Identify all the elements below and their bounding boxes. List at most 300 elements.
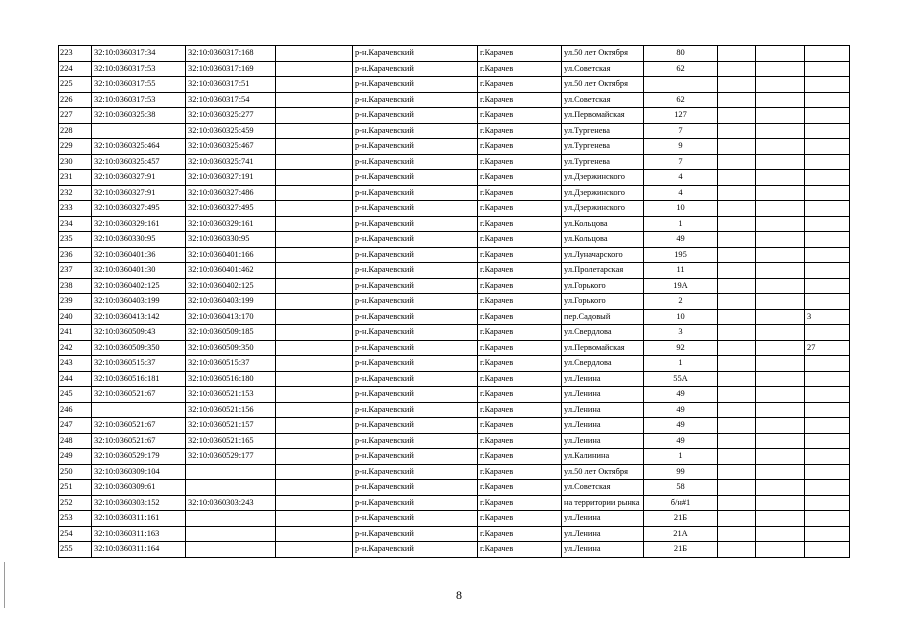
cell-cadastral-number-land: 32:10:0360303:152 [92, 495, 186, 511]
cell-cadastral-number-building: 32:10:0360325:741 [186, 154, 276, 170]
cell-house-number: 7 [644, 154, 718, 170]
cell-cadastral-number-land: 32:10:0360317:53 [92, 61, 186, 77]
cell-extra-column-1 [718, 294, 756, 310]
cell-extra-column-1 [718, 123, 756, 139]
cell-cadastral-number-building: 32:10:0360325:459 [186, 123, 276, 139]
cell-district: р-н.Карачевский [353, 464, 478, 480]
cell-extra-column-1 [718, 526, 756, 542]
cell-extra-column-2 [756, 495, 805, 511]
table-row [59, 480, 850, 496]
cell-city: г.Карачев [478, 433, 562, 449]
registry-table [58, 45, 850, 558]
cell-district: р-н.Карачевский [353, 185, 478, 201]
cell-house-number: 1 [644, 356, 718, 372]
cell-row-number: 243 [59, 356, 92, 372]
cell-house-number: 62 [644, 92, 718, 108]
cell-cadastral-number-building: 32:10:0360317:54 [186, 92, 276, 108]
cell-district: р-н.Карачевский [353, 480, 478, 496]
cell-cadastral-number-land [92, 402, 186, 418]
cell-cadastral-number-land: 32:10:0360401:36 [92, 247, 186, 263]
cell-extra-column-1 [718, 325, 756, 341]
cell-house-number: 4 [644, 185, 718, 201]
cell-city: г.Карачев [478, 139, 562, 155]
cell-city: г.Карачев [478, 294, 562, 310]
cell-extra-column-1 [718, 185, 756, 201]
cell-row-number: 255 [59, 542, 92, 558]
cell-cadastral-number-land: 32:10:0360327:91 [92, 170, 186, 186]
cell-extra-column-1 [718, 278, 756, 294]
table-row [59, 92, 850, 108]
cell-district: р-н.Карачевский [353, 511, 478, 527]
cell-empty-column [276, 418, 353, 434]
table-row [59, 464, 850, 480]
cell-district: р-н.Карачевский [353, 309, 478, 325]
cell-extra-column-1 [718, 170, 756, 186]
cell-extra-column-3 [805, 480, 850, 496]
cell-row-number: 238 [59, 278, 92, 294]
cell-street: ул.Тургенева [562, 154, 644, 170]
cell-city: г.Карачев [478, 402, 562, 418]
table-row [59, 356, 850, 372]
cell-empty-column [276, 309, 353, 325]
cell-extra-column-2 [756, 232, 805, 248]
cell-street: ул.Первомайская [562, 108, 644, 124]
cell-empty-column [276, 433, 353, 449]
cell-cadastral-number-building: 32:10:0360317:169 [186, 61, 276, 77]
cell-row-number: 234 [59, 216, 92, 232]
cell-cadastral-number-land: 32:10:0360325:38 [92, 108, 186, 124]
cell-extra-column-2 [756, 278, 805, 294]
cell-cadastral-number-building: 32:10:0360325:277 [186, 108, 276, 124]
cell-cadastral-number-land: 32:10:0360309:61 [92, 480, 186, 496]
cell-street: ул.Первомайская [562, 340, 644, 356]
cell-street: ул.50 лет Октября [562, 77, 644, 93]
cell-extra-column-2 [756, 92, 805, 108]
cell-street: ул.Ленина [562, 402, 644, 418]
cell-district: р-н.Карачевский [353, 92, 478, 108]
cell-district: р-н.Карачевский [353, 216, 478, 232]
cell-cadastral-number-land: 32:10:0360402:125 [92, 278, 186, 294]
cell-extra-column-3 [805, 325, 850, 341]
cell-house-number: 62 [644, 61, 718, 77]
cell-cadastral-number-building: 32:10:0360509:350 [186, 340, 276, 356]
table-row [59, 216, 850, 232]
cell-cadastral-number-building: 32:10:0360401:166 [186, 247, 276, 263]
cell-house-number: 2 [644, 294, 718, 310]
cell-cadastral-number-land: 32:10:0360325:457 [92, 154, 186, 170]
cell-house-number: 21Б [644, 511, 718, 527]
cell-house-number: 1 [644, 216, 718, 232]
cell-row-number: 250 [59, 464, 92, 480]
cell-street: ул.Тургенева [562, 123, 644, 139]
cell-extra-column-2 [756, 387, 805, 403]
cell-street: ул.Калинина [562, 449, 644, 465]
cell-row-number: 226 [59, 92, 92, 108]
cell-cadastral-number-building: 32:10:0360521:165 [186, 433, 276, 449]
cell-extra-column-2 [756, 185, 805, 201]
cell-street: ул.50 лет Октября [562, 464, 644, 480]
cell-empty-column [276, 480, 353, 496]
table-row [59, 232, 850, 248]
cell-empty-column [276, 154, 353, 170]
cell-extra-column-1 [718, 480, 756, 496]
cell-extra-column-2 [756, 464, 805, 480]
cell-extra-column-3 [805, 247, 850, 263]
cell-city: г.Карачев [478, 77, 562, 93]
cell-row-number: 231 [59, 170, 92, 186]
cell-house-number: 21А [644, 526, 718, 542]
cell-district: р-н.Карачевский [353, 418, 478, 434]
cell-row-number: 249 [59, 449, 92, 465]
cell-house-number: б/н#1 [644, 495, 718, 511]
cell-extra-column-3 [805, 46, 850, 62]
cell-city: г.Карачев [478, 356, 562, 372]
cell-extra-column-3 [805, 92, 850, 108]
cell-empty-column [276, 387, 353, 403]
cell-extra-column-1 [718, 371, 756, 387]
cell-empty-column [276, 325, 353, 341]
table-row [59, 139, 850, 155]
cell-extra-column-2 [756, 309, 805, 325]
cell-house-number [644, 77, 718, 93]
cell-row-number: 253 [59, 511, 92, 527]
cell-extra-column-1 [718, 263, 756, 279]
cell-extra-column-2 [756, 402, 805, 418]
cell-cadastral-number-building: 32:10:0360325:467 [186, 139, 276, 155]
cell-extra-column-3 [805, 216, 850, 232]
cell-city: г.Карачев [478, 542, 562, 558]
cell-district: р-н.Карачевский [353, 449, 478, 465]
cell-row-number: 237 [59, 263, 92, 279]
cell-cadastral-number-building: 32:10:0360317:168 [186, 46, 276, 62]
cell-district: р-н.Карачевский [353, 402, 478, 418]
cell-house-number: 195 [644, 247, 718, 263]
cell-extra-column-1 [718, 309, 756, 325]
cell-cadastral-number-land: 32:10:0360317:34 [92, 46, 186, 62]
cell-cadastral-number-land: 32:10:0360515:37 [92, 356, 186, 372]
cell-extra-column-2 [756, 526, 805, 542]
cell-cadastral-number-building: 32:10:0360327:191 [186, 170, 276, 186]
cell-empty-column [276, 371, 353, 387]
cell-extra-column-1 [718, 46, 756, 62]
cell-row-number: 232 [59, 185, 92, 201]
cell-row-number: 245 [59, 387, 92, 403]
cell-cadastral-number-building [186, 511, 276, 527]
table-row [59, 46, 850, 62]
cell-street: ул.Советская [562, 61, 644, 77]
cell-house-number: 3 [644, 325, 718, 341]
cell-empty-column [276, 464, 353, 480]
cell-extra-column-3 [805, 356, 850, 372]
cell-district: р-н.Карачевский [353, 108, 478, 124]
cell-cadastral-number-building: 32:10:0360509:185 [186, 325, 276, 341]
cell-cadastral-number-land: 32:10:0360521:67 [92, 433, 186, 449]
cell-empty-column [276, 185, 353, 201]
cell-street: ул.Советская [562, 92, 644, 108]
cell-extra-column-1 [718, 433, 756, 449]
cell-extra-column-2 [756, 61, 805, 77]
cell-extra-column-2 [756, 154, 805, 170]
cell-city: г.Карачев [478, 108, 562, 124]
cell-cadastral-number-land: 32:10:0360529:179 [92, 449, 186, 465]
cell-city: г.Карачев [478, 340, 562, 356]
cell-cadastral-number-building [186, 480, 276, 496]
cell-house-number: 7 [644, 123, 718, 139]
cell-extra-column-3 [805, 170, 850, 186]
cell-house-number: 80 [644, 46, 718, 62]
cell-extra-column-2 [756, 418, 805, 434]
table-row [59, 263, 850, 279]
cell-district: р-н.Карачевский [353, 294, 478, 310]
cell-cadastral-number-building [186, 464, 276, 480]
cell-district: р-н.Карачевский [353, 247, 478, 263]
cell-house-number: 99 [644, 464, 718, 480]
cell-row-number: 242 [59, 340, 92, 356]
cell-city: г.Карачев [478, 216, 562, 232]
cell-empty-column [276, 511, 353, 527]
table-row [59, 449, 850, 465]
cell-city: г.Карачев [478, 154, 562, 170]
registry-table-body [59, 46, 850, 558]
cell-empty-column [276, 170, 353, 186]
cell-cadastral-number-building: 32:10:0360516:180 [186, 371, 276, 387]
cell-row-number: 248 [59, 433, 92, 449]
cell-street: ул.Пролетарская [562, 263, 644, 279]
table-row [59, 247, 850, 263]
cell-cadastral-number-land: 32:10:0360311:164 [92, 542, 186, 558]
cell-city: г.Карачев [478, 526, 562, 542]
cell-cadastral-number-building: 32:10:0360413:170 [186, 309, 276, 325]
cell-row-number: 230 [59, 154, 92, 170]
cell-row-number: 241 [59, 325, 92, 341]
cell-extra-column-1 [718, 464, 756, 480]
cell-street: ул.Ленина [562, 418, 644, 434]
cell-street: ул.Советская [562, 480, 644, 496]
table-row [59, 201, 850, 217]
cell-city: г.Карачев [478, 387, 562, 403]
cell-extra-column-2 [756, 123, 805, 139]
cell-empty-column [276, 278, 353, 294]
cell-street: ул.Горького [562, 278, 644, 294]
table-row [59, 511, 850, 527]
cell-cadastral-number-building: 32:10:0360303:243 [186, 495, 276, 511]
cell-empty-column [276, 46, 353, 62]
cell-extra-column-2 [756, 542, 805, 558]
cell-row-number: 247 [59, 418, 92, 434]
cell-extra-column-3 [805, 61, 850, 77]
cell-city: г.Карачев [478, 92, 562, 108]
table-row [59, 340, 850, 356]
cell-district: р-н.Карачевский [353, 356, 478, 372]
cell-extra-column-1 [718, 108, 756, 124]
cell-extra-column-2 [756, 449, 805, 465]
cell-cadastral-number-building: 32:10:0360401:462 [186, 263, 276, 279]
cell-extra-column-3 [805, 232, 850, 248]
cell-extra-column-1 [718, 449, 756, 465]
cell-cadastral-number-land: 32:10:0360521:67 [92, 418, 186, 434]
cell-extra-column-3 [805, 402, 850, 418]
cell-house-number: 58 [644, 480, 718, 496]
cell-city: г.Карачев [478, 185, 562, 201]
cell-cadastral-number-land: 32:10:0360329:161 [92, 216, 186, 232]
cell-cadastral-number-land: 32:10:0360516:181 [92, 371, 186, 387]
cell-house-number: 1 [644, 449, 718, 465]
cell-extra-column-3 [805, 108, 850, 124]
cell-extra-column-3 [805, 418, 850, 434]
cell-extra-column-3 [805, 542, 850, 558]
scan-edge-mark [4, 562, 5, 608]
cell-district: р-н.Карачевский [353, 201, 478, 217]
cell-district: р-н.Карачевский [353, 340, 478, 356]
table-row [59, 542, 850, 558]
cell-row-number: 224 [59, 61, 92, 77]
cell-cadastral-number-building: 32:10:0360521:153 [186, 387, 276, 403]
cell-extra-column-3 [805, 449, 850, 465]
cell-empty-column [276, 294, 353, 310]
cell-street: ул.Ленина [562, 542, 644, 558]
cell-cadastral-number-land: 32:10:0360327:495 [92, 201, 186, 217]
cell-extra-column-1 [718, 387, 756, 403]
cell-district: р-н.Карачевский [353, 495, 478, 511]
cell-extra-column-3 [805, 511, 850, 527]
table-row [59, 294, 850, 310]
cell-street: ул.Дзержинского [562, 201, 644, 217]
cell-house-number: 49 [644, 402, 718, 418]
cell-city: г.Карачев [478, 418, 562, 434]
page-number: 8 [456, 588, 462, 602]
cell-extra-column-1 [718, 154, 756, 170]
cell-row-number: 244 [59, 371, 92, 387]
cell-empty-column [276, 123, 353, 139]
cell-extra-column-2 [756, 325, 805, 341]
cell-cadastral-number-land: 32:10:0360509:350 [92, 340, 186, 356]
cell-street: на территории рынка [562, 495, 644, 511]
cell-city: г.Карачев [478, 61, 562, 77]
cell-extra-column-3 [805, 201, 850, 217]
table-row [59, 387, 850, 403]
cell-city: г.Карачев [478, 464, 562, 480]
cell-district: р-н.Карачевский [353, 263, 478, 279]
table-row [59, 170, 850, 186]
cell-extra-column-3 [805, 371, 850, 387]
cell-cadastral-number-land: 32:10:0360413:142 [92, 309, 186, 325]
cell-house-number: 49 [644, 418, 718, 434]
cell-city: г.Карачев [478, 309, 562, 325]
cell-cadastral-number-land: 32:10:0360401:30 [92, 263, 186, 279]
cell-row-number: 236 [59, 247, 92, 263]
cell-row-number: 229 [59, 139, 92, 155]
cell-extra-column-2 [756, 480, 805, 496]
cell-extra-column-3 [805, 123, 850, 139]
cell-extra-column-1 [718, 356, 756, 372]
cell-empty-column [276, 495, 353, 511]
cell-city: г.Карачев [478, 325, 562, 341]
cell-extra-column-1 [718, 216, 756, 232]
cell-cadastral-number-land: 32:10:0360521:67 [92, 387, 186, 403]
cell-city: г.Карачев [478, 263, 562, 279]
cell-empty-column [276, 542, 353, 558]
cell-cadastral-number-building: 32:10:0360402:125 [186, 278, 276, 294]
cell-street: ул.Свердлова [562, 325, 644, 341]
cell-city: г.Карачев [478, 278, 562, 294]
table-row [59, 371, 850, 387]
cell-extra-column-3 [805, 464, 850, 480]
table-row [59, 433, 850, 449]
cell-city: г.Карачев [478, 495, 562, 511]
cell-cadastral-number-building: 32:10:0360330:95 [186, 232, 276, 248]
cell-row-number: 233 [59, 201, 92, 217]
cell-extra-column-1 [718, 247, 756, 263]
table-row [59, 61, 850, 77]
table-row [59, 526, 850, 542]
cell-empty-column [276, 340, 353, 356]
cell-empty-column [276, 61, 353, 77]
cell-row-number: 240 [59, 309, 92, 325]
cell-cadastral-number-building [186, 526, 276, 542]
cell-extra-column-1 [718, 92, 756, 108]
cell-street: ул.Дзержинского [562, 185, 644, 201]
cell-empty-column [276, 449, 353, 465]
cell-extra-column-3 [805, 263, 850, 279]
cell-empty-column [276, 139, 353, 155]
cell-extra-column-2 [756, 433, 805, 449]
cell-row-number: 235 [59, 232, 92, 248]
cell-empty-column [276, 402, 353, 418]
cell-district: р-н.Карачевский [353, 387, 478, 403]
cell-extra-column-2 [756, 371, 805, 387]
cell-district: р-н.Карачевский [353, 46, 478, 62]
cell-extra-column-2 [756, 294, 805, 310]
cell-extra-column-2 [756, 356, 805, 372]
cell-cadastral-number-building: 32:10:0360521:156 [186, 402, 276, 418]
cell-empty-column [276, 356, 353, 372]
cell-house-number: 92 [644, 340, 718, 356]
cell-cadastral-number-building: 32:10:0360327:495 [186, 201, 276, 217]
cell-extra-column-3 [805, 526, 850, 542]
cell-extra-column-2 [756, 139, 805, 155]
cell-cadastral-number-building: 32:10:0360329:161 [186, 216, 276, 232]
cell-extra-column-2 [756, 511, 805, 527]
cell-district: р-н.Карачевский [353, 61, 478, 77]
cell-row-number: 228 [59, 123, 92, 139]
cell-extra-column-3 [805, 433, 850, 449]
cell-extra-column-1 [718, 340, 756, 356]
cell-empty-column [276, 232, 353, 248]
cell-house-number: 55А [644, 371, 718, 387]
cell-city: г.Карачев [478, 46, 562, 62]
table-row [59, 325, 850, 341]
cell-extra-column-1 [718, 511, 756, 527]
cell-district: р-н.Карачевский [353, 325, 478, 341]
cell-city: г.Карачев [478, 201, 562, 217]
cell-street: ул.Луначарского [562, 247, 644, 263]
cell-cadastral-number-building [186, 542, 276, 558]
table-row [59, 123, 850, 139]
cell-extra-column-2 [756, 247, 805, 263]
cell-extra-column-1 [718, 495, 756, 511]
cell-extra-column-2 [756, 46, 805, 62]
cell-cadastral-number-land: 32:10:0360330:95 [92, 232, 186, 248]
cell-cadastral-number-land: 32:10:0360311:163 [92, 526, 186, 542]
cell-street: пер.Садовый [562, 309, 644, 325]
table-row [59, 154, 850, 170]
cell-district: р-н.Карачевский [353, 77, 478, 93]
table-row [59, 402, 850, 418]
cell-house-number: 10 [644, 309, 718, 325]
cell-cadastral-number-land: 32:10:0360309:104 [92, 464, 186, 480]
table-row [59, 185, 850, 201]
cell-district: р-н.Карачевский [353, 139, 478, 155]
